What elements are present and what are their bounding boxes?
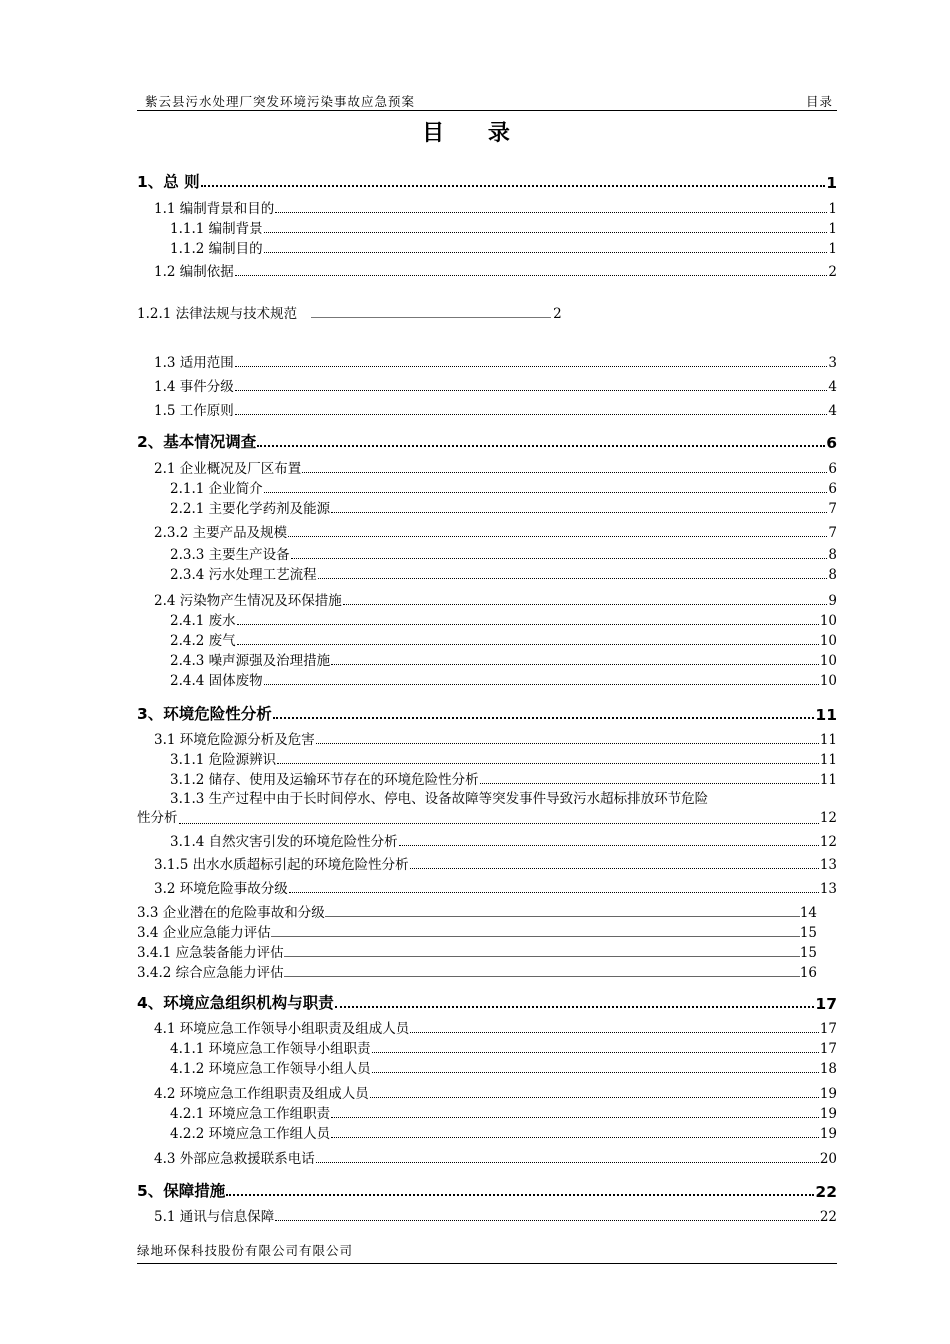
toc-page-number: 19 xyxy=(819,1126,837,1142)
toc-page-number: 10 xyxy=(819,673,837,689)
toc-entry[interactable] xyxy=(137,610,837,629)
toc-entry-title: 3.4.1 应急装备能力评估 xyxy=(137,945,284,961)
toc-page-number: 10 xyxy=(819,653,837,669)
toc-page-number: 3 xyxy=(828,355,837,371)
toc-page-number: 1 xyxy=(828,241,837,257)
toc-entry[interactable] xyxy=(137,1083,837,1102)
page-title: 目 录 xyxy=(422,121,528,146)
toc-entry-title: 4.2 环境应急工作组职责及组成人员 xyxy=(154,1086,369,1102)
toc-entry-title: 3.4 企业应急能力评估 xyxy=(137,925,271,941)
toc-page-number: 11 xyxy=(819,732,837,748)
toc-entry[interactable] xyxy=(137,922,817,941)
toc-leader xyxy=(201,185,826,187)
toc-entry-title: 1.1 编制背景和目的 xyxy=(154,201,275,217)
toc-entry-title: 1.2.1 法律法规与技术规范 xyxy=(137,306,298,322)
toc-leader xyxy=(257,445,825,447)
toc-page-number: 1 xyxy=(826,174,837,192)
toc-leader xyxy=(284,976,800,977)
toc-leader xyxy=(331,1117,819,1118)
toc-entry[interactable] xyxy=(137,789,837,828)
toc-page-number: 6 xyxy=(828,481,837,497)
toc-page-number: 22 xyxy=(815,1183,837,1201)
toc-leader xyxy=(311,317,551,318)
toc-page-number: 13 xyxy=(819,881,837,897)
toc-entry[interactable] xyxy=(137,991,837,1013)
toc-entry-title: 2.4 污染物产生情况及环保措施 xyxy=(154,593,342,609)
toc-entry[interactable] xyxy=(137,261,837,280)
toc-entry-title: 1.5 工作原则 xyxy=(154,403,234,419)
toc-leader xyxy=(235,390,828,391)
toc-leader xyxy=(343,604,828,605)
toc-entry[interactable] xyxy=(137,1038,837,1057)
toc-leader xyxy=(335,1006,815,1008)
toc-leader xyxy=(275,212,827,213)
toc-page-number: 19 xyxy=(819,1106,837,1122)
toc-leader xyxy=(331,1137,819,1138)
toc-entry[interactable] xyxy=(137,522,837,541)
toc-page-number: 17 xyxy=(819,1041,837,1057)
toc-page-number: 17 xyxy=(819,1021,837,1037)
toc-entry-title: 4.3 外部应急救援联系电话 xyxy=(154,1151,315,1167)
page-header xyxy=(137,90,837,111)
toc-leader xyxy=(235,366,828,367)
toc-page-number: 10 xyxy=(819,613,837,629)
toc-entry[interactable] xyxy=(137,769,837,788)
toc-entry-title: 2、基本情况调查 xyxy=(137,433,257,451)
toc-leader xyxy=(275,1220,819,1221)
toc-page-number: 11 xyxy=(815,706,837,724)
toc-leader xyxy=(288,536,827,537)
toc-entry-title: 3.1.1 危险源辨识 xyxy=(170,752,277,768)
toc-entry-title: 2.2.1 主要化学药剂及能源 xyxy=(170,501,331,517)
toc-entry-title: 3.2 环境危险事故分级 xyxy=(154,881,288,897)
toc-leader xyxy=(264,684,819,685)
toc-entry[interactable] xyxy=(137,544,837,563)
toc-page-number: 17 xyxy=(815,995,837,1013)
toc-entry[interactable] xyxy=(137,1018,837,1037)
toc-entry[interactable] xyxy=(137,942,817,961)
toc-entry[interactable] xyxy=(137,1148,837,1167)
toc-entry[interactable] xyxy=(137,1123,837,1142)
toc-leader xyxy=(325,916,800,917)
toc-leader xyxy=(271,936,800,937)
toc-entry[interactable] xyxy=(137,170,837,192)
toc-leader xyxy=(370,1097,819,1098)
toc-entry-title: 2.1 企业概况及厂区布置 xyxy=(154,461,302,477)
toc-page-number: 9 xyxy=(828,593,837,609)
toc-entry-title: 1、总 则 xyxy=(137,173,200,191)
toc-leader xyxy=(318,578,828,579)
toc-page-number: 15 xyxy=(799,925,817,941)
toc-page-number: 4 xyxy=(828,379,837,395)
toc-entry[interactable] xyxy=(137,198,837,217)
toc-leader xyxy=(264,252,828,253)
toc-entry-title: 5、保障措施 xyxy=(137,1182,226,1200)
toc-entry-title: 4.2.2 环境应急工作组人员 xyxy=(170,1126,331,1142)
toc-entry[interactable] xyxy=(137,1103,837,1122)
toc-leader xyxy=(264,492,828,493)
toc-entry-title-cont: 性分析 xyxy=(137,810,178,826)
toc-entry[interactable] xyxy=(137,650,837,669)
toc-page-number: 11 xyxy=(819,772,837,788)
toc-entry[interactable] xyxy=(137,630,837,649)
toc-entry-title: 3.1.2 储存、使用及运输环节存在的环境危险性分析 xyxy=(170,772,479,788)
toc-entry-title: 1.3 适用范围 xyxy=(154,355,234,371)
toc-page-number: 10 xyxy=(819,633,837,649)
toc-entry-title: 4.1 环境应急工作领导小组职责及组成人员 xyxy=(154,1021,410,1037)
toc-page-number: 8 xyxy=(828,567,837,583)
toc-entry[interactable] xyxy=(137,1179,837,1201)
toc-leader xyxy=(331,664,819,665)
toc-leader xyxy=(316,1162,819,1163)
toc-leader xyxy=(399,845,819,846)
toc-entry[interactable] xyxy=(137,878,837,897)
toc-entry[interactable] xyxy=(137,564,837,583)
toc-leader xyxy=(289,892,819,893)
toc-entry-title: 1.2 编制依据 xyxy=(154,264,234,280)
toc-entry-title: 2.4.1 废水 xyxy=(170,613,236,629)
toc-entry-title: 3.1 环境危险源分析及危害 xyxy=(154,732,315,748)
toc-leader xyxy=(235,414,828,415)
toc-leader xyxy=(302,472,827,473)
toc-entry[interactable] xyxy=(137,430,837,452)
toc-page-number: 19 xyxy=(819,1086,837,1102)
toc-leader xyxy=(277,763,819,764)
toc-leader xyxy=(235,275,828,276)
toc-entry-title: 2.3.4 污水处理工艺流程 xyxy=(170,567,317,583)
toc-entry-title: 2.3.2 主要产品及规模 xyxy=(154,525,288,541)
toc-leader xyxy=(226,1194,814,1196)
toc-entry-title: 4.1.1 环境应急工作领导小组职责 xyxy=(170,1041,371,1057)
header-section: 目录 xyxy=(805,94,833,109)
toc-leader xyxy=(372,1052,819,1053)
toc-entry[interactable] xyxy=(137,458,837,477)
toc-entry[interactable] xyxy=(137,302,562,322)
toc-entry[interactable] xyxy=(137,1058,837,1077)
toc-entry[interactable] xyxy=(137,352,837,371)
toc-page-number: 6 xyxy=(826,434,837,452)
toc-page-number: 7 xyxy=(828,501,837,517)
toc-leader xyxy=(264,232,828,233)
toc-entry-title: 4.2.1 环境应急工作组职责 xyxy=(170,1106,331,1122)
toc-leader xyxy=(179,823,819,824)
toc-leader xyxy=(237,644,819,645)
toc-entry-title: 3.1.4 自然灾害引发的环境危险性分析 xyxy=(170,834,398,850)
toc-page-number: 14 xyxy=(799,905,817,921)
toc-page-number: 6 xyxy=(828,461,837,477)
toc-entry[interactable] xyxy=(137,238,837,257)
toc-entry-title: 3.4.2 综合应急能力评估 xyxy=(137,965,284,981)
toc-page-number: 16 xyxy=(799,965,817,981)
toc-entry[interactable] xyxy=(137,1206,837,1225)
toc-leader xyxy=(331,512,827,513)
toc-leader xyxy=(291,558,828,559)
toc-entry-title: 1.1.2 编制目的 xyxy=(170,241,263,257)
toc-entry-title: 3.3 企业潜在的危险事故和分级 xyxy=(137,905,325,921)
toc-leader xyxy=(480,783,819,784)
toc-entry-title: 2.4.2 废气 xyxy=(170,633,236,649)
toc-page-number: 12 xyxy=(819,810,837,826)
toc-entry[interactable] xyxy=(137,902,817,921)
toc-entry[interactable] xyxy=(137,218,837,237)
toc-entry[interactable] xyxy=(137,376,837,395)
toc-entry-title: 2.1.1 企业简介 xyxy=(170,481,263,497)
toc-page-number: 22 xyxy=(819,1209,837,1225)
toc-page-number: 4 xyxy=(828,403,837,419)
footer-company: 绿地环保科技股份有限公司有限公司 xyxy=(137,1243,354,1258)
toc-leader xyxy=(237,624,819,625)
toc-entry[interactable] xyxy=(137,590,837,609)
toc-page-number: 7 xyxy=(828,525,837,541)
toc-page-number: 8 xyxy=(828,547,837,563)
toc-leader xyxy=(316,743,819,744)
toc-entry[interactable] xyxy=(137,400,837,419)
toc-page-number: 11 xyxy=(819,752,837,768)
toc-page-number: 18 xyxy=(819,1061,837,1077)
toc-entry-title: 3.1.5 出水水质超标引起的环境危险性分析 xyxy=(154,857,409,873)
toc-entry-title: 3、环境危险性分析 xyxy=(137,705,272,723)
toc-entry[interactable] xyxy=(137,854,837,873)
toc-page-number: 2 xyxy=(828,264,837,280)
toc-page-number: 15 xyxy=(799,945,817,961)
toc-entry-title: 2.4.4 固体废物 xyxy=(170,673,263,689)
toc-entry-title: 4、环境应急组织机构与职责 xyxy=(137,994,334,1012)
toc-entry-title: 3.1.3 生产过程中由于长时间停水、停电、设备故障等突发事件导致污水超标排放环节危险 xyxy=(170,791,709,807)
toc-page-number: 20 xyxy=(819,1151,837,1167)
toc-leader xyxy=(273,717,815,719)
toc-entry[interactable] xyxy=(137,962,817,981)
toc-entry[interactable] xyxy=(137,749,837,768)
toc-entry-title: 1.1.1 编制背景 xyxy=(170,221,263,237)
toc-page-number: 13 xyxy=(819,857,837,873)
toc-page-number: 1 xyxy=(828,201,837,217)
toc-entry-title: 2.4.3 噪声源强及治理措施 xyxy=(170,653,331,669)
toc-leader xyxy=(372,1072,819,1073)
toc-entry-title: 2.3.3 主要生产设备 xyxy=(170,547,290,563)
toc-leader xyxy=(410,1032,819,1033)
toc-entry[interactable] xyxy=(137,478,837,497)
toc-entry-title: 1.4 事件分级 xyxy=(154,379,234,395)
toc-entry-title: 5.1 通讯与信息保障 xyxy=(154,1209,275,1225)
toc-page-number: 2 xyxy=(553,306,562,322)
toc-entry[interactable] xyxy=(137,729,837,748)
toc-entry[interactable] xyxy=(137,831,837,850)
toc-entry-title: 4.1.2 环境应急工作领导小组人员 xyxy=(170,1061,371,1077)
toc-entry[interactable] xyxy=(137,498,837,517)
toc-page-number: 12 xyxy=(819,834,837,850)
toc-entry[interactable] xyxy=(137,670,837,689)
toc-leader xyxy=(410,868,819,869)
toc-entry[interactable] xyxy=(137,702,837,724)
page-footer xyxy=(137,1241,837,1264)
toc-leader xyxy=(284,956,800,957)
toc-page-number: 1 xyxy=(828,221,837,237)
header-title: 紫云县污水处理厂突发环境污染事故应急预案 xyxy=(145,94,416,109)
